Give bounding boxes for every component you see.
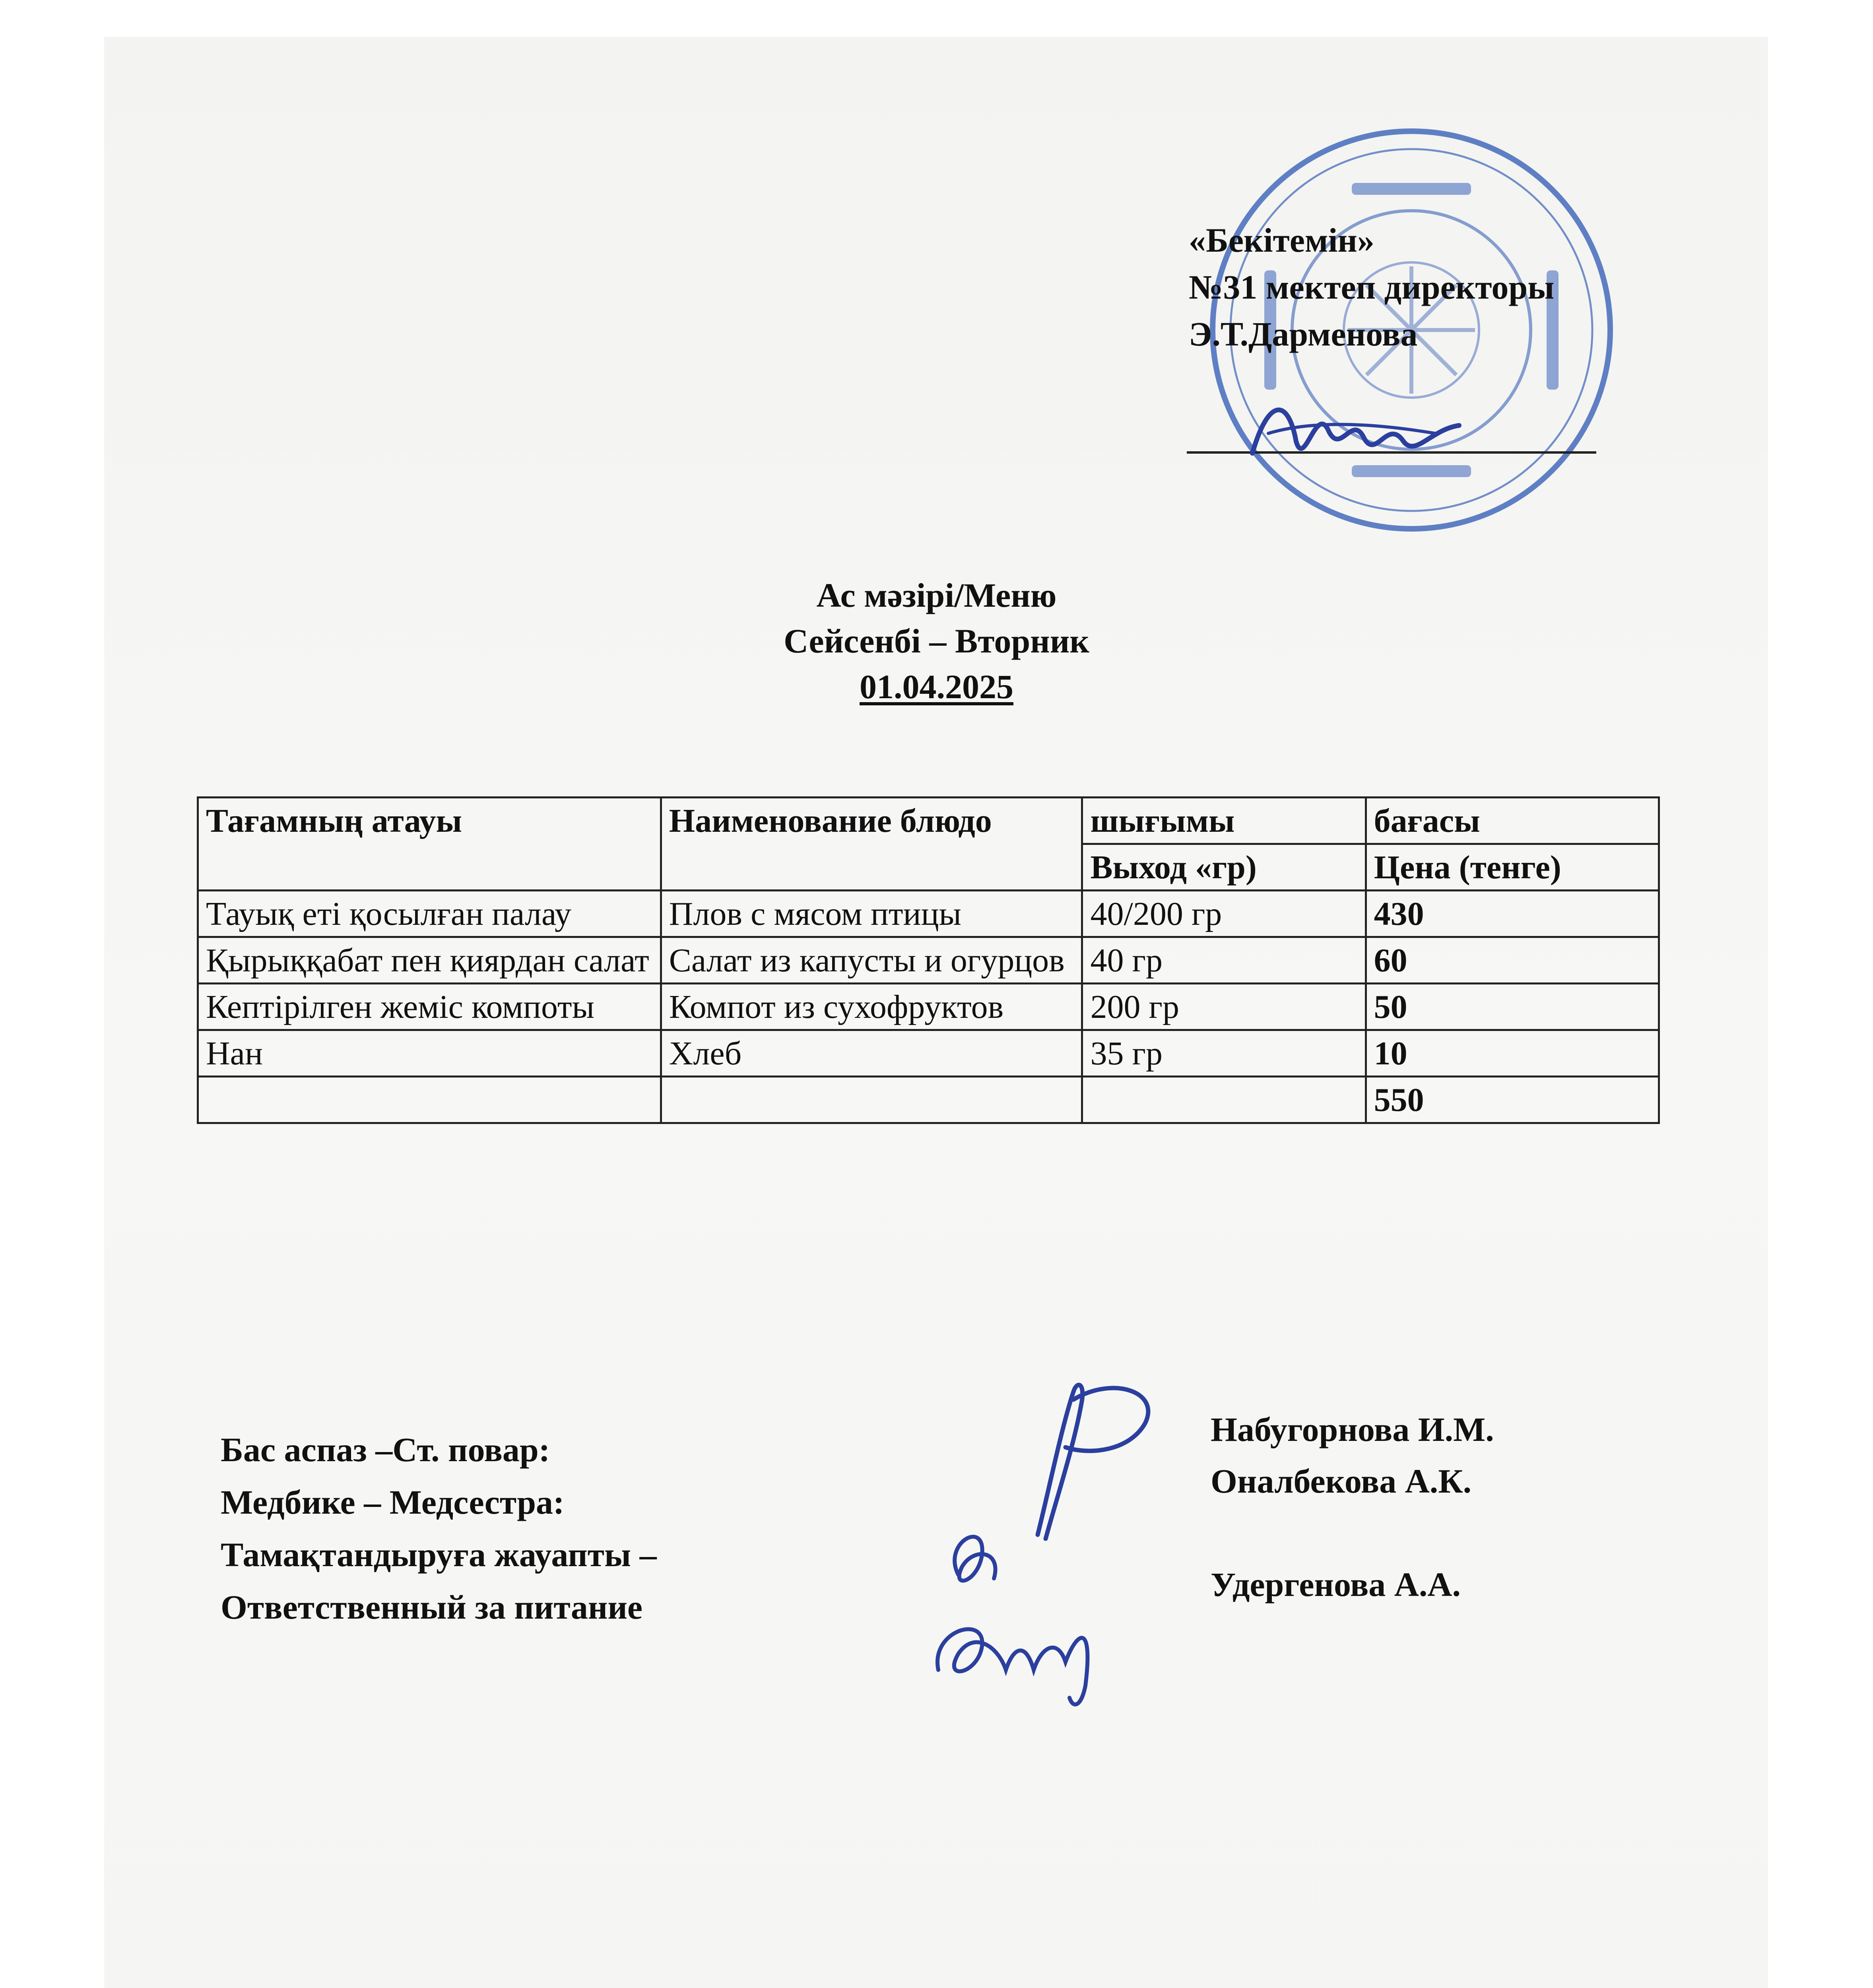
spacer	[1211, 1507, 1494, 1559]
header-yield-kz: шығымы	[1082, 798, 1366, 844]
staff-signatures	[906, 1368, 1209, 1714]
role-responsible-ru: Ответственный за питание	[221, 1588, 643, 1626]
staff-names	[1211, 1404, 1494, 1610]
header-name-kz: Тағамның атауы	[198, 798, 661, 891]
dish-name-kz: Тауық еті қосылған палау	[198, 891, 661, 937]
menu-date: 01.04.2025	[860, 668, 1013, 706]
menu-title: Ас мәзірі/Меню	[816, 576, 1057, 614]
total-empty-cell	[1082, 1077, 1366, 1123]
dish-name-kz: Нан	[198, 1030, 661, 1077]
role-responsible-kz: Тамақтандыруға жауапты –	[221, 1536, 657, 1574]
table-total-row	[198, 1077, 1659, 1123]
approval-block	[1189, 217, 1554, 357]
menu-table	[197, 796, 1660, 1124]
menu-title-block	[0, 573, 1873, 710]
name-responsible: Удергенова А.А.	[1211, 1565, 1461, 1604]
table-row	[198, 984, 1659, 1030]
dish-yield: 200 гр	[1082, 984, 1366, 1030]
dish-name-ru: Хлеб	[661, 1030, 1082, 1077]
dish-yield: 35 гр	[1082, 1030, 1366, 1077]
approval-position: №31 мектеп директоры	[1189, 268, 1555, 306]
dish-name-ru: Салат из капусты и огурцов	[661, 937, 1082, 984]
dish-name-ru: Плов с мясом птицы	[661, 891, 1082, 937]
dish-name-kz: Кептірілген жеміс компоты	[198, 984, 661, 1030]
dish-price: 60	[1366, 937, 1659, 984]
menu-day: Сейсенбі – Вторник	[784, 622, 1089, 660]
dish-price: 430	[1366, 891, 1659, 937]
table-row	[198, 937, 1659, 984]
name-chef: Набугорнова И.М.	[1211, 1410, 1494, 1448]
total-price: 550	[1366, 1077, 1659, 1123]
role-nurse: Медбике – Медсестра:	[221, 1483, 565, 1521]
dish-name-ru: Компот из сухофруктов	[661, 984, 1082, 1030]
staff-roles	[221, 1423, 657, 1633]
header-yield-ru: Выход «гр)	[1082, 844, 1366, 891]
total-empty-cell	[198, 1077, 661, 1123]
header-price-kz: бағасы	[1366, 798, 1659, 844]
director-signature	[1244, 382, 1467, 473]
dish-name-kz: Қырыққабат пен қиярдан салат	[198, 937, 661, 984]
name-nurse: Оналбекова А.К.	[1211, 1462, 1472, 1500]
header-name-ru: Наименование блюдо	[661, 798, 1082, 891]
dish-yield: 40/200 гр	[1082, 891, 1366, 937]
header-price-ru: Цена (тенге)	[1366, 844, 1659, 891]
approval-director-name: Э.Т.Дарменова	[1189, 315, 1418, 353]
role-chef: Бас аспаз –Ст. повар:	[221, 1431, 550, 1469]
table-header-row	[198, 798, 1659, 844]
dish-price: 50	[1366, 984, 1659, 1030]
table-row	[198, 1030, 1659, 1077]
dish-price: 10	[1366, 1030, 1659, 1077]
approval-title: «Бекітемін»	[1189, 221, 1374, 259]
total-empty-cell	[661, 1077, 1082, 1123]
dish-yield: 40 гр	[1082, 937, 1366, 984]
table-row	[198, 891, 1659, 937]
